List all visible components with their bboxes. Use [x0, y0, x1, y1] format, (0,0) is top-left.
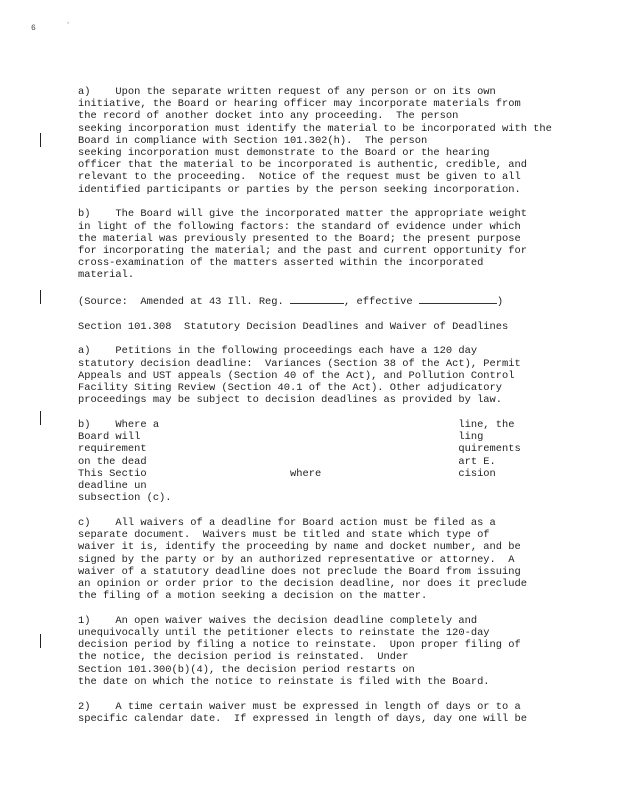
text-line: unequivocally until the petitioner elects to reinstate the 120-day — [78, 627, 490, 640]
source-prefix: (Source: Amended at 43 Ill. Reg. — [78, 296, 291, 309]
text-line: signed by the party or by an authorized representative or attorney. A — [78, 553, 515, 566]
text-line: separate document. Waivers must be titled and state which type of — [78, 529, 490, 542]
text-line: Appeals and UST appeals (Section 40 of the Act), and Pollution Control — [78, 369, 515, 382]
text-line: 1) An open waiver waives the decision deadline completely and — [78, 614, 478, 627]
text-line: statutory decision deadline: Variances (Section 38 of the Act), Permit — [78, 357, 521, 370]
text-line: seeking incorporation must identify the material to be incorporated with the — [78, 122, 552, 135]
section-title: Section 101.308 Statutory Decision Deadlines and Waiver of Deadlines — [78, 320, 509, 333]
text-line: Facility Siting Review (Section 40.1 of the Act). Other adjudicatory — [78, 382, 503, 395]
text-line: on the dead art E. — [78, 455, 496, 468]
text-line: initiative, the Board or hearing officer may incorporate materials from — [78, 98, 521, 111]
date-blank — [290, 294, 344, 304]
text-line: 2) A time certain waiver must be expressed in length of days or to a — [78, 700, 521, 713]
text-line: the record of another docket into any proceeding. The person — [78, 110, 459, 123]
paragraph-308b — [78, 419, 548, 504]
change-bar — [40, 133, 41, 147]
text-line: relevant to the proceeding. Notice of the request must be given to all — [78, 171, 521, 184]
text-line: b) The Board will give the incorporated matter the appropriate weight — [78, 208, 527, 221]
text-line: material. — [78, 269, 135, 282]
text-line: seeking incorporation must demonstrate to the Board or the hearing — [78, 147, 490, 160]
text-line: This Sectio where cision — [78, 467, 496, 480]
paragraph-1 — [78, 615, 548, 688]
paragraph-308a — [78, 345, 548, 406]
text-line: the notice, the decision period is reinstated. Under — [78, 651, 409, 664]
paragraph-2 — [78, 701, 548, 725]
change-bar — [40, 634, 41, 648]
text-line: the filing of a motion seeking a decision on the matter. — [78, 590, 428, 603]
text-line: decision period by filing a notice to reinstate. Upon proper filing of — [78, 639, 521, 652]
paragraph-308c — [78, 517, 548, 602]
text-line: deadline un — [78, 479, 147, 492]
section-heading — [78, 321, 548, 333]
text-line: c) All waivers of a deadline for Board action must be filed as a — [78, 516, 496, 529]
text-line: an opinion or order prior to the decision deadline, nor does it preclude — [78, 577, 527, 590]
text-line: cross-examination of the matters asserted within the incorporated — [78, 257, 484, 270]
text-line: a) Petitions in the following proceedings each have a 120 day — [78, 345, 478, 358]
page-corner-mark: * — [66, 22, 71, 30]
text-line: waiver of a statutory deadline does not preclude the Board from issuing — [78, 565, 521, 578]
text-line: Board will ling — [78, 431, 484, 444]
source-suffix: ) — [496, 296, 504, 309]
text-line: Board in compliance with Section 101.302(h). The person — [78, 134, 428, 147]
change-bar — [40, 290, 41, 304]
text-line: the material was previously presented to the Board; the present purpose — [78, 232, 521, 245]
document-body — [78, 86, 552, 737]
source-middle: , effective — [344, 296, 419, 309]
text-line: waiver it is, identify the proceeding by name and docket number, and be — [78, 541, 521, 554]
text-line: identified participants or parties by the person seeking incorporation. — [78, 183, 521, 196]
text-line: subsection (c). — [78, 492, 172, 505]
paragraph-b — [78, 208, 548, 281]
effective-date-blank — [419, 294, 497, 304]
page-number-mark: 6 — [31, 24, 36, 33]
source-note — [78, 294, 548, 308]
text-line: specific calendar date. If expressed in length of days, day one will be — [78, 712, 527, 725]
text-line: the date on which the notice to reinstate is filed with the Board. — [78, 675, 490, 688]
text-line: in light of the following factors: the standard of evidence under which — [78, 220, 521, 233]
text-line: requirement quirements — [78, 443, 521, 456]
text-line: a) Upon the separate written request of any person or on its own — [78, 86, 496, 98]
paragraph-a — [78, 86, 552, 196]
text-line: officer that the material to be incorporated is authentic, credible, and — [78, 159, 527, 172]
text-line: for incorporating the material; and the past and current opportunity for — [78, 244, 527, 257]
text-line: proceedings may be subject to decision deadlines as provided by law. — [78, 394, 503, 407]
text-line: Section 101.300(b)(4), the decision period restarts on — [78, 663, 415, 676]
text-line: b) Where a line, the — [78, 418, 515, 431]
change-bar — [40, 411, 41, 425]
